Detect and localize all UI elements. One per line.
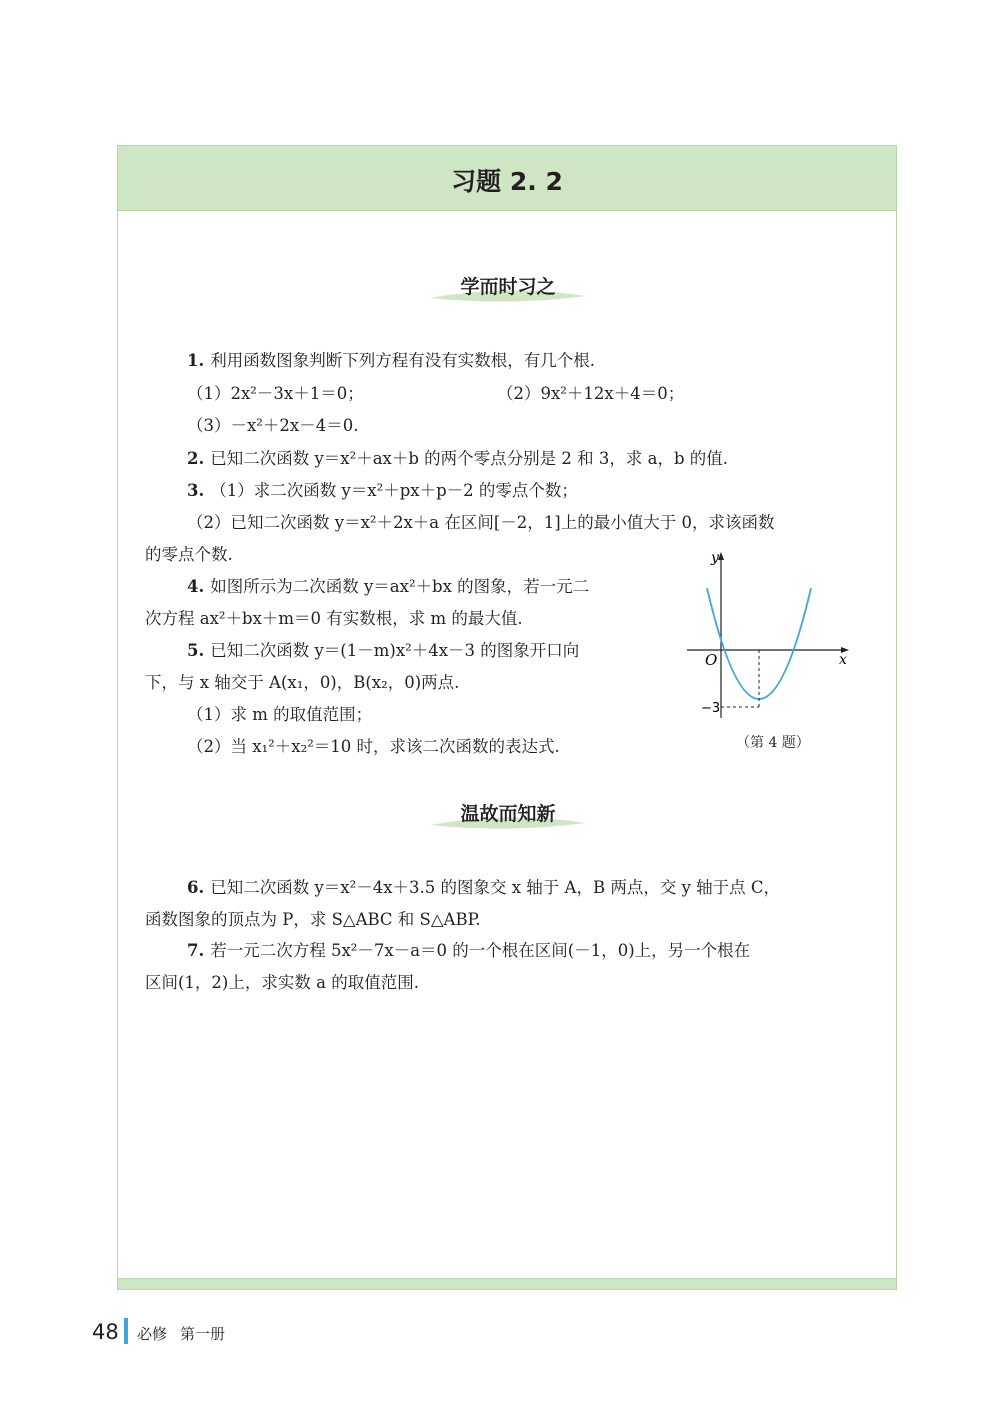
problem-7-line-2: 区间(1，2)上，求实数 a 的取值范围. — [145, 973, 419, 992]
problem-3-number: 3. — [187, 481, 205, 500]
frame-bottom-bar — [118, 1278, 896, 1289]
problem-1-text: 利用函数图象判断下列方程有没有实数根，有几个根. — [210, 351, 595, 370]
problem-3-part-2-line-1: （2）已知二次函数 y＝x²＋2x＋a 在区间[－2，1]上的最小值大于 0，求该函数 — [187, 513, 775, 532]
problem-1 — [187, 350, 595, 372]
exercise-title: 习题 2. 2 — [451, 167, 563, 196]
problem-6 — [187, 877, 780, 899]
problem-7-number: 7. — [187, 941, 205, 960]
problem-1-part-3: （3）－x²＋2x－4＝0. — [187, 416, 359, 435]
problem-4-line-1: 如图所示为二次函数 y＝ax²＋bx 的图象，若一元二 — [210, 577, 590, 596]
problem-4-number: 4. — [187, 577, 205, 596]
x-axis-label: x — [839, 652, 847, 668]
section-review-label: 温故而知新 — [460, 803, 556, 825]
page-number: 48 — [92, 1320, 119, 1344]
problem-1-number: 1. — [187, 351, 205, 370]
section-review — [428, 799, 588, 826]
problem-2-number: 2. — [187, 449, 205, 468]
problem-2-text: 已知二次函数 y＝x²＋ax＋b 的两个零点分别是 2 和 3，求 a，b 的值. — [210, 449, 729, 468]
problem-3 — [187, 480, 578, 502]
figure-caption: （第 4 题） — [736, 735, 810, 751]
problem-5-line-1: 已知二次函数 y＝(1－m)x²＋4x－3 的图象开口向 — [210, 641, 580, 660]
problem-5-part-1: （1）求 m 的取值范围； — [187, 705, 373, 724]
problem-3-part-2-line-2: 的零点个数. — [145, 545, 233, 564]
problem-7 — [187, 940, 750, 962]
problem-7-line-1: 若一元二次方程 5x²－7x－a＝0 的一个根在区间(－1，0)上，另一个根在 — [210, 941, 751, 960]
min-value-label: −3 — [701, 701, 721, 716]
problem-5-number: 5. — [187, 641, 205, 660]
section-learn-label: 学而时习之 — [460, 276, 556, 298]
section-learn — [428, 272, 588, 299]
origin-label: O — [705, 651, 718, 669]
book-name: 必修 — [137, 1325, 168, 1343]
parabola-figure — [683, 548, 853, 723]
problem-1-part-2: （2）9x²＋12x＋4＝0； — [497, 384, 685, 403]
problem-6-number: 6. — [187, 878, 205, 897]
problem-3-text: （1）求二次函数 y＝x²＋px＋p－2 的零点个数； — [210, 481, 578, 500]
problem-4-line-2: 次方程 ax²＋bx＋m＝0 有实数根，求 m 的最大值. — [145, 609, 523, 628]
problem-5 — [187, 640, 579, 662]
y-axis-label: y — [711, 550, 719, 566]
volume-name: 第一册 — [180, 1325, 226, 1343]
problem-4 — [187, 576, 589, 598]
problem-6-line-1: 已知二次函数 y＝x²－4x＋3.5 的图象交 x 轴于 A，B 两点，交 y 轴于点 C， — [210, 878, 781, 897]
problem-5-part-2: （2）当 x₁²＋x₂²＝10 时，求该二次函数的表达式. — [187, 737, 560, 756]
problem-1-part-1: （1）2x²－3x＋1＝0； — [187, 384, 364, 403]
page-accent-bar — [124, 1318, 128, 1344]
problem-5-line-2: 下，与 x 轴交于 A(x₁，0)，B(x₂，0)两点. — [145, 673, 460, 692]
exercise-header — [118, 146, 896, 211]
problem-2 — [187, 448, 728, 470]
problem-6-line-2: 函数图象的顶点为 P，求 S△ABC 和 S△ABP. — [145, 910, 481, 929]
